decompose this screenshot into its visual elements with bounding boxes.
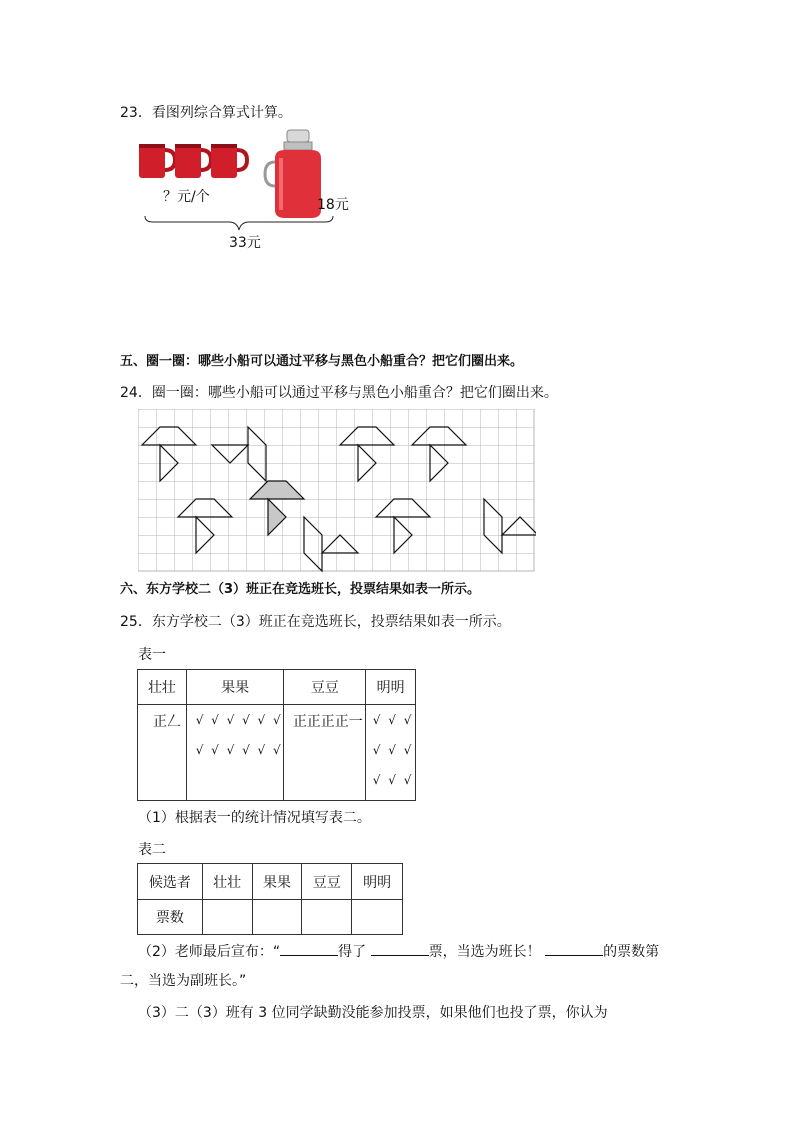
votes-input-zhuangzhuang[interactable]: [202, 900, 252, 935]
blank-votes[interactable]: [371, 941, 429, 956]
cup-price-label: ？元/个: [163, 189, 210, 205]
q25-part1: （1）根据表一的统计情况填写表二。: [138, 810, 371, 826]
part2-text-d: 的票数第: [603, 944, 660, 960]
section6-title: 六、东方学校二（3）班正在竞选班长，投票结果如表一所示。: [120, 582, 481, 597]
q25-part2-line2: 二，当选为副班长。”: [120, 973, 247, 989]
table1-header-mingming: 明明: [366, 670, 416, 705]
tick-row: √ √ √: [372, 773, 414, 787]
tick-row: √ √ √: [372, 743, 414, 757]
table2-header-guoguo: 果果: [252, 864, 302, 900]
q25-part2-line1: [138, 941, 659, 962]
table2-votes-label: 票数: [138, 900, 203, 935]
table1-cell-mingming: [366, 705, 416, 801]
table2-header-doudou: 豆豆: [302, 864, 352, 900]
part2-text-a: （2）老师最后宣布：“: [138, 944, 281, 960]
table1-cell-doudou: 正正正正一: [284, 705, 366, 801]
thermos-icon: [265, 130, 321, 218]
votes-input-mingming[interactable]: [352, 900, 403, 935]
table2-header-mingming: 明明: [352, 864, 403, 900]
table1-header-doudou: 豆豆: [284, 670, 366, 705]
tick-row: √ √ √ √ √ √: [195, 743, 283, 757]
q23-title: 23．看图列综合算式计算。: [120, 105, 292, 121]
votes-input-guoguo[interactable]: [252, 900, 302, 935]
table2-caption: 表二: [138, 842, 166, 858]
q24-title: 24．圈一圈：哪些小船可以通过平移与黑色小船重合？把它们圈出来。: [120, 385, 558, 401]
tick-row: √ √ √ √ √ √: [195, 713, 283, 727]
tick-row: √ √ √: [372, 713, 414, 727]
section5-title: 五、圈一圈：哪些小船可以通过平移与黑色小船重合？把它们圈出来。: [120, 354, 524, 369]
q23-figure: [137, 128, 349, 250]
boat-grid-svg: [138, 409, 536, 573]
blank-winner[interactable]: [280, 941, 338, 956]
q25-part3: （3）二（3）班有 3 位同学缺勤没能参加投票，如果他们也投了票，你认为: [138, 1005, 608, 1021]
cup-icon: [139, 144, 175, 178]
votes-input-doudou[interactable]: [302, 900, 352, 935]
table1-header-zhuangzhuang: 壮壮: [138, 670, 187, 705]
table2-header-zhuangzhuang: 壮壮: [202, 864, 252, 900]
table1-header-guoguo: 果果: [186, 670, 284, 705]
table2-header-candidate: 候选者: [138, 864, 203, 900]
boat-grid: [138, 409, 536, 573]
bottle-price-label: 18元: [317, 197, 349, 213]
table1: [137, 669, 416, 801]
part2-text-b: 得了: [338, 944, 367, 960]
cup-icon: [211, 144, 247, 178]
table1-cell-zhuangzhuang: 正𠃋: [138, 705, 187, 801]
total-price-label: 33元: [229, 235, 261, 251]
table1-caption: 表一: [138, 647, 166, 663]
part2-text-c: 票，当选为班长！: [428, 944, 541, 960]
cup-icon: [175, 144, 211, 178]
table1-cell-guoguo: [186, 705, 284, 801]
q25-title: 25．东方学校二（3）班正在竞选班长，投票结果如表一所示。: [120, 614, 511, 630]
blank-second[interactable]: [545, 941, 603, 956]
table2: [137, 863, 403, 935]
